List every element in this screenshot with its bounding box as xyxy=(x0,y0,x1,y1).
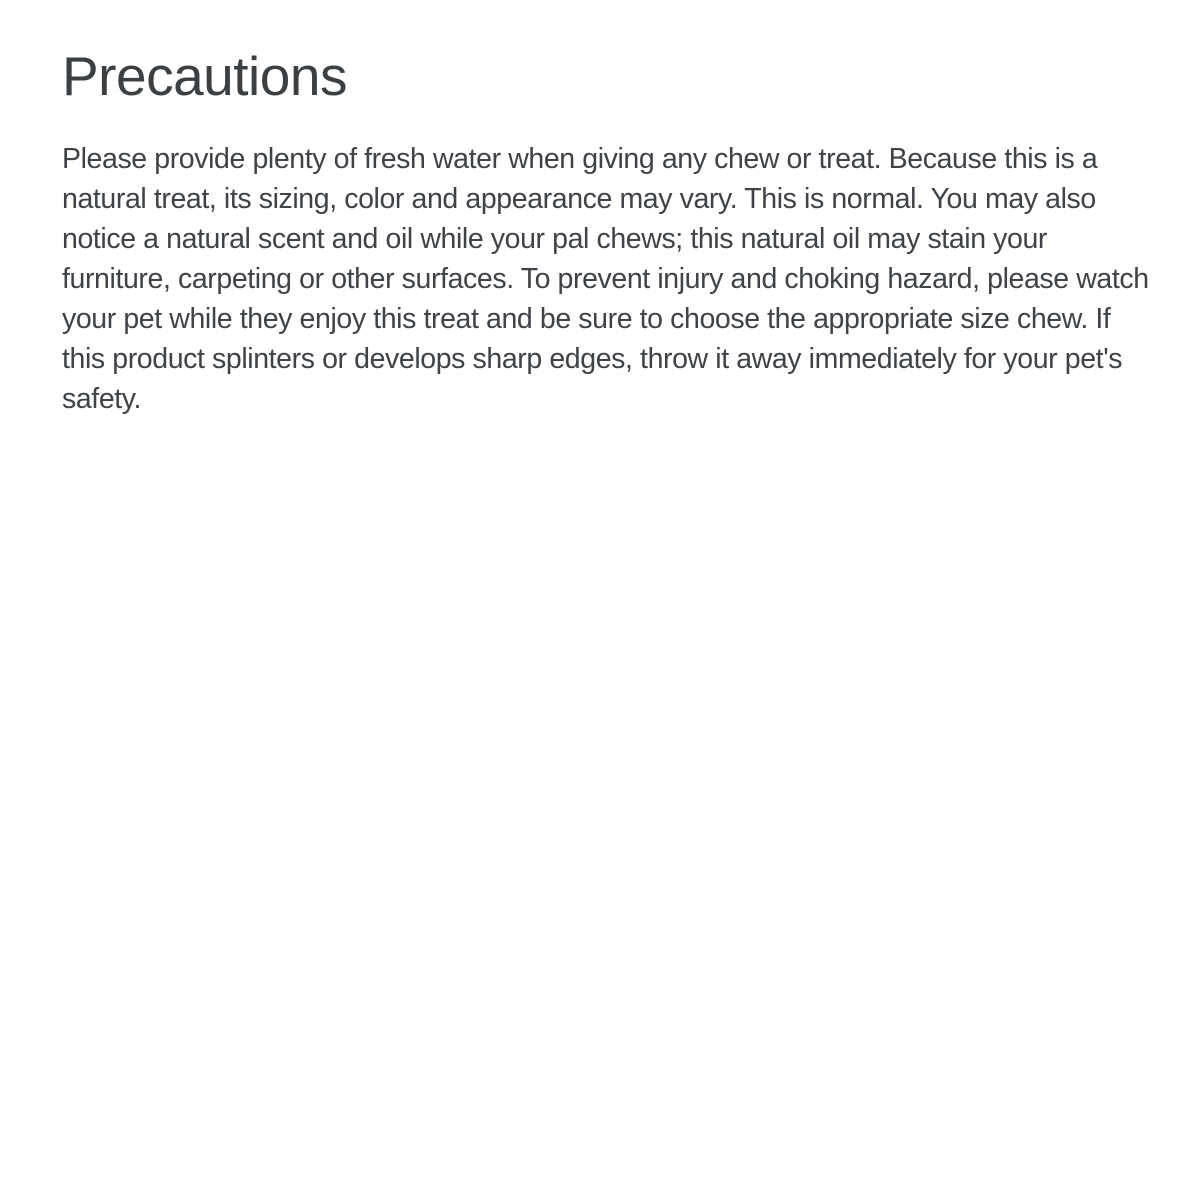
section-title: Precautions xyxy=(62,45,347,107)
section-body-text: Please provide plenty of fresh water when giving any chew or treat. Because this is a natural treat, its sizing, color and appearance may vary. This is normal. You may also notice a natural scent and oil while your pal chews; this natural oil may stain your furniture, carpeting or other surfaces. To prevent injury and choking hazard, please watch your pet while they enjoy this treat and be sure to choose the appropriate size chew. If this product splinters or develops sharp edges, throw it away immediately for your pet's safety. xyxy=(62,142,1149,415)
